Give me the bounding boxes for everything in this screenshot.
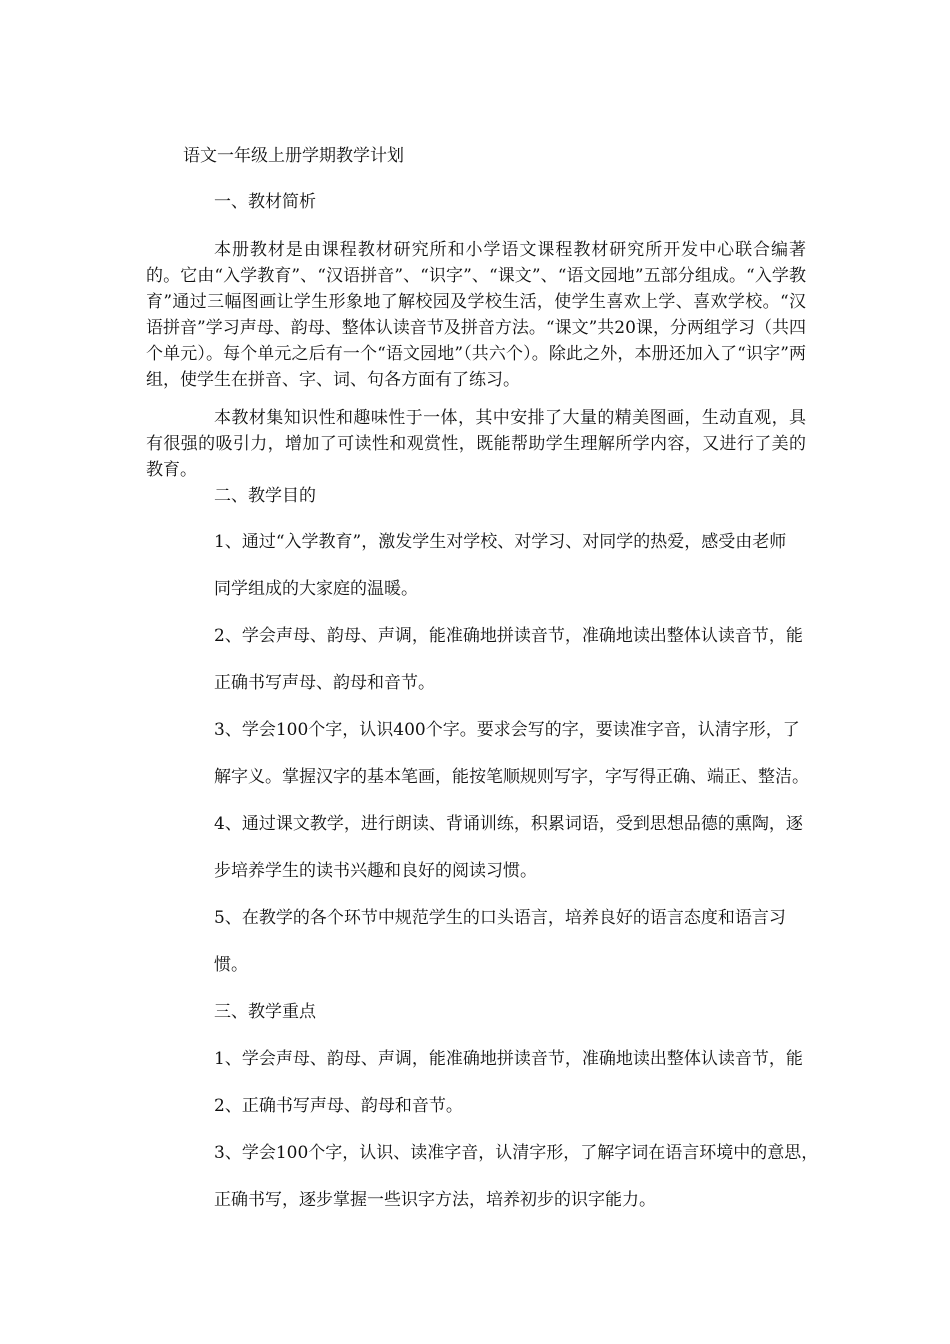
goal-line: 4、通过课文教学，进行朗读、背诵训练，积累词语，受到思想品德的熏陶，逐 [214, 814, 803, 834]
goal-line: 2、学会声母、韵母、声调，能准确地拼读音节，准确地读出整体认读音节，能 [214, 626, 803, 646]
goal-line: 1、通过“入学教育”，激发学生对学校、对学习、对同学的热爱，感受由老师 [214, 532, 787, 552]
goal-line: 5、在教学的各个环节中规范学生的口头语言，培养良好的语言态度和语言习 [214, 908, 786, 928]
goal-line: 步培养学生的读书兴趣和良好的阅读习惯。 [214, 861, 537, 881]
focus-line: 2、正确书写声母、韵母和音节。 [214, 1096, 463, 1116]
focus-line: 1、学会声母、韵母、声调，能准确地拼读音节，准确地读出整体认读音节，能 [214, 1049, 803, 1069]
section1-paragraph-2: 本教材集知识性和趣味性于一体，其中安排了大量的精美图画，生动直观，具有很强的吸引力，增加了可读性和观赏性，既能帮助学生理解所学内容，又进行了美的教育。 [146, 408, 806, 480]
goal-line: 解字义。掌握汉字的基本笔画，能按笔顺规则写字，字写得正确、端正、整洁。 [214, 767, 809, 787]
goal-line: 同学组成的大家庭的温暖。 [214, 579, 418, 599]
focus-line: 3、学会100个字，认识、读准字音，认清字形，了解字词在语言环境中的意思， [214, 1143, 819, 1163]
section1-paragraph-1: 本册教材是由课程教材研究所和小学语文课程教材研究所开发中心联合编著的。它由“入学教育”、“汉语拼音”、“识字”、“课文”、“语文园地”五部分组成。“入学教育”通过三幅图画让学生形象地了解校园及学校生活，使学生喜欢上学、喜欢学校。“汉语拼音”学习声母、韵母、整体认读音节及拼音方法。“课文”共20课，分两组学习（共四个单元）。每个单元之后有一个“语文园地”（共六个）。除此之外，本册还加入了“识字”两组，使学生在拼音、字、词、句各方面有了练习。 [146, 240, 806, 390]
section-heading-3: 三、教学重点 [214, 1002, 316, 1022]
document-title: 语文一年级上册学期教学计划 [183, 146, 404, 166]
goal-line: 3、学会100个字，认识400个字。要求会写的字，要读准字音，认清字形，了 [214, 720, 800, 740]
section-heading-1: 一、教材简析 [214, 192, 316, 212]
section-heading-2: 二、教学目的 [214, 486, 316, 506]
focus-line: 正确书写，逐步掌握一些识字方法，培养初步的识字能力。 [214, 1190, 656, 1210]
goal-line: 惯。 [214, 955, 248, 975]
goal-line: 正确书写声母、韵母和音节。 [214, 673, 435, 693]
